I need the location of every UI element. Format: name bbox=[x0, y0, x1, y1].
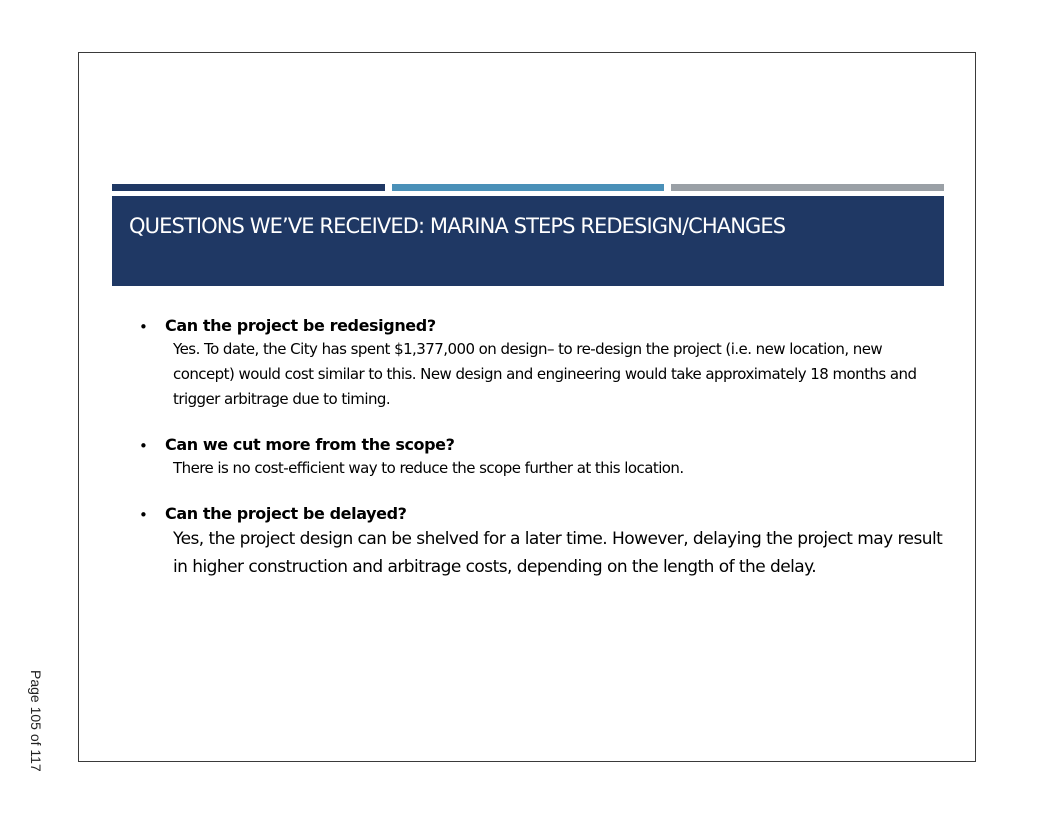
question-text: Can the project be delayed? bbox=[165, 504, 407, 523]
list-item bbox=[136, 315, 936, 412]
list-item bbox=[136, 434, 936, 481]
question-list bbox=[136, 315, 943, 603]
title-band bbox=[112, 196, 944, 286]
bullet-icon: • bbox=[139, 506, 148, 524]
question-text: Can the project be redesigned? bbox=[165, 316, 436, 335]
page-number: Page 105 of 117 bbox=[28, 670, 44, 772]
answer-text: Yes. To date, the City has spent $1,377,000 on design– to re-design the project (i.e. new location, new concept) would cost similar to this. New design and engineering would take approximately 18 months and trigger arbitrage due to timing. bbox=[173, 340, 917, 408]
accent-bar-light-blue bbox=[392, 184, 664, 191]
list-item bbox=[136, 503, 943, 581]
bullet-icon: • bbox=[139, 437, 148, 455]
bullet-icon: • bbox=[139, 318, 148, 336]
answer-text: Yes, the project design can be shelved for a later time. However, delaying the project may result in higher construction and arbitrage costs, depending on the length of the delay. bbox=[173, 529, 943, 577]
accent-bar-dark-blue bbox=[112, 184, 385, 191]
question-text: Can we cut more from the scope? bbox=[165, 435, 455, 454]
slide-title: QUESTIONS WE’VE RECEIVED: MARINA STEPS REDESIGN/CHANGES bbox=[129, 214, 786, 238]
answer-text: There is no cost-efficient way to reduce the scope further at this location. bbox=[173, 459, 684, 477]
accent-bar-gray bbox=[671, 184, 944, 191]
slide bbox=[78, 52, 976, 762]
